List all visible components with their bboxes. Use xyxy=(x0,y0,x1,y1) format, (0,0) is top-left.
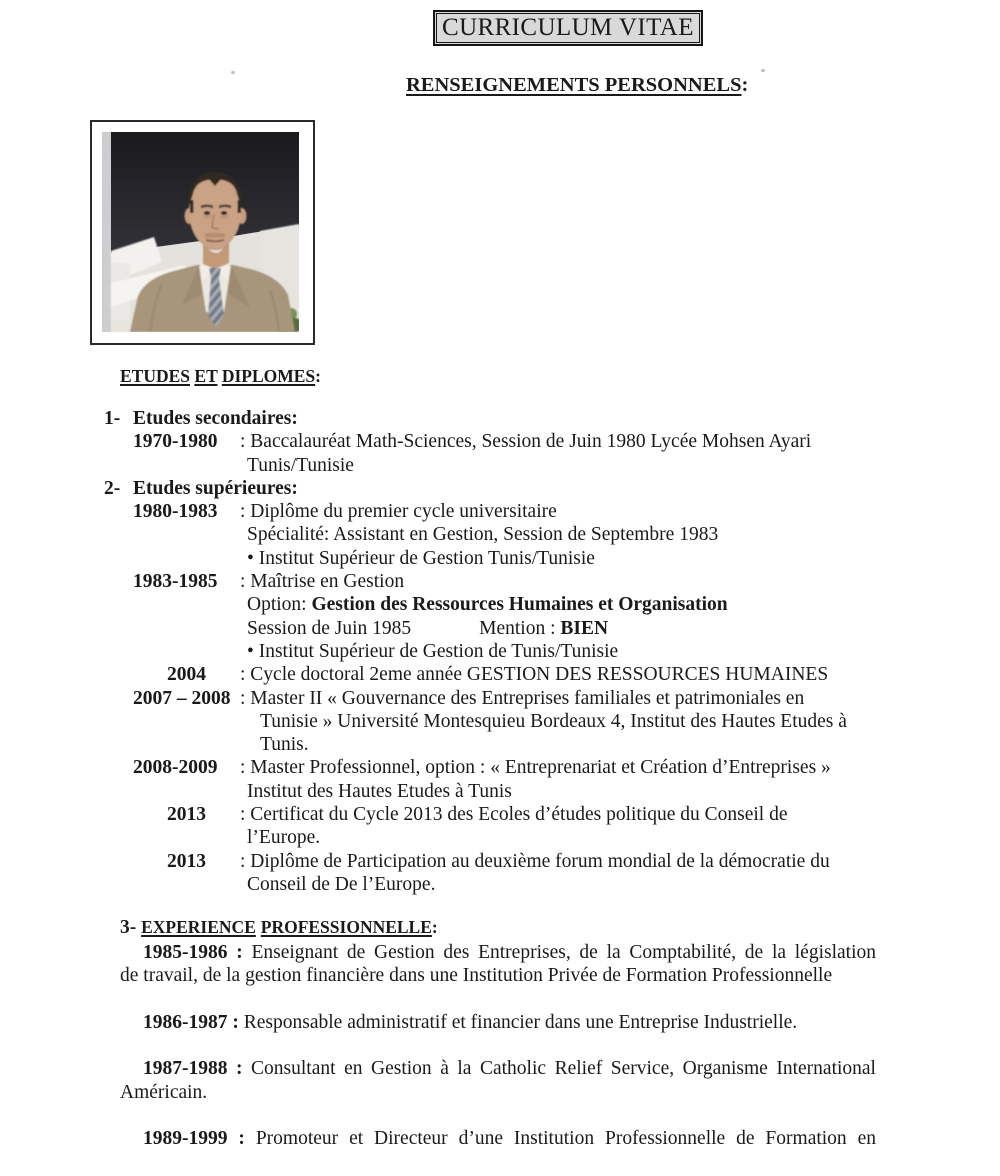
entry-years: 1986-1987 : xyxy=(143,1011,239,1033)
experience-line xyxy=(120,964,876,987)
experience-heading-word: EXPERIENCE xyxy=(141,917,256,937)
entry-text: : Master Professionnel, option : « Entreprenariat et Création d’Entreprises » xyxy=(240,757,831,779)
entry-years: 2013 xyxy=(167,850,206,872)
education-entry-continuation xyxy=(104,873,847,896)
education-entry-continuation xyxy=(104,454,847,477)
experience-line xyxy=(120,1127,876,1150)
personal-section-heading xyxy=(406,74,748,97)
entry-text: Session de Juin 1985 xyxy=(247,617,412,639)
education-entry-continuation xyxy=(104,780,847,803)
experience-entry xyxy=(120,1057,876,1104)
education-entry xyxy=(104,850,847,873)
experience-list xyxy=(120,941,876,1174)
list-number: 1- xyxy=(104,408,121,429)
list-number: 2- xyxy=(104,477,121,499)
education-entry xyxy=(104,687,847,710)
experience-heading-word: PROFESSIONNELLE xyxy=(260,917,432,937)
mention-value: BIEN xyxy=(560,617,609,639)
entry-text: : Baccalauréat Math-Sciences, Session de Juin 1980 Lycée Mohsen Ayari xyxy=(240,431,812,453)
scan-speck xyxy=(761,69,765,72)
portrait-photo-graphic xyxy=(102,132,299,332)
experience-line xyxy=(120,1057,876,1080)
personal-heading-colon: : xyxy=(741,74,749,96)
entry-text: Responsable administratif et financier dans une Entreprise Industrielle. xyxy=(243,1011,798,1033)
education-subsection xyxy=(104,477,847,500)
entry-text: : Diplôme de Participation au deuxième forum mondial de la démocratie du xyxy=(240,850,830,872)
entry-years: 2004 xyxy=(167,664,206,686)
education-entry-continuation xyxy=(104,826,847,849)
entry-years: 1985-1986 : xyxy=(143,942,243,963)
education-entry xyxy=(104,430,847,453)
education-list xyxy=(104,407,847,896)
entry-years: 2013 xyxy=(167,804,206,826)
entry-text: : Diplôme du premier cycle universitaire xyxy=(240,501,557,523)
entry-text: Consultant en Gestion à la Catholic Relief Service, Organisme International xyxy=(251,1058,876,1080)
entry-text: • Institut Supérieur de Gestion de Tunis/Tunisie xyxy=(247,640,619,662)
education-heading-word: ET xyxy=(194,366,218,386)
scan-speck xyxy=(231,71,235,74)
entry-text: : Maîtrise en Gestion xyxy=(240,571,405,593)
experience-line xyxy=(120,941,876,964)
education-entry xyxy=(104,803,847,826)
education-entry-continuation xyxy=(104,640,847,663)
experience-entry xyxy=(120,941,876,988)
entry-text: : Certificat du Cycle 2013 des Ecoles d’études politique du Conseil de xyxy=(240,804,788,826)
entry-years: 1970-1980 xyxy=(133,431,218,453)
entry-years: 2007 – 2008 xyxy=(133,687,231,709)
subsection-title: Etudes secondaires: xyxy=(133,408,298,429)
education-entry-continuation xyxy=(104,547,847,570)
entry-years: 2008-2009 xyxy=(133,757,218,779)
entry-text: Conseil de De l’Europe. xyxy=(247,873,436,895)
entry-text: • Institut Supérieur de Gestion Tunis/Tunisie xyxy=(247,547,595,569)
section-number: 3- xyxy=(120,917,137,938)
photo-frame xyxy=(90,120,315,345)
personal-heading-text: RENSEIGNEMENTS PERSONNELS xyxy=(406,74,742,96)
entry-text: de travail, de la gestion financière dans une Institution Privée de Formation Professionnelle xyxy=(120,965,833,987)
education-entry-continuation xyxy=(104,593,847,616)
entry-years: 1983-1985 xyxy=(133,571,218,593)
education-entry-continuation xyxy=(104,733,847,756)
entry-text: Tunisie » Université Montesquieu Bordeaux 4, Institut des Hautes Etudes à xyxy=(260,710,847,732)
entry-text: Promoteur et Directeur d’une Institution Professionnelle de Formation en xyxy=(255,1128,876,1150)
education-entry-continuation xyxy=(104,523,847,546)
education-heading-word: DIPLOMES xyxy=(221,366,316,386)
entry-years: 1980-1983 xyxy=(133,501,218,523)
entry-text: Institut des Hautes Etudes à Tunis xyxy=(247,780,512,802)
entry-text: Américain. xyxy=(120,1081,208,1103)
entry-years: 1989-1999 : xyxy=(143,1128,245,1150)
experience-line xyxy=(120,1011,876,1034)
education-entry-continuation xyxy=(104,617,847,640)
mention-label: Mention : xyxy=(479,617,561,639)
education-entry-continuation xyxy=(104,710,847,733)
entry-text: Tunis. xyxy=(260,734,309,756)
education-entry xyxy=(104,756,847,779)
entry-text: Enseignant de Gestion des Entreprises, de la Comptabilité, de la législation xyxy=(251,942,876,963)
entry-years: 1987-1988 : xyxy=(143,1058,243,1080)
entry-text: : Master II « Gouvernance des Entreprises familiales et patrimoniales en xyxy=(240,687,805,709)
education-section-heading xyxy=(120,366,321,387)
entry-text: Option: xyxy=(247,594,312,616)
entry-text: Spécialité: Assistant en Gestion, Session de Septembre 1983 xyxy=(247,524,719,546)
education-heading-colon: : xyxy=(315,366,321,386)
experience-heading-colon: : xyxy=(431,917,438,937)
education-entry xyxy=(104,663,847,686)
subsection-title: Etudes supérieures: xyxy=(133,477,298,499)
portrait-photo xyxy=(102,132,299,332)
education-entry xyxy=(104,570,847,593)
education-subsection xyxy=(104,407,847,430)
entry-text: : Cycle doctoral 2eme année GESTION DES RESSOURCES HUMAINES xyxy=(240,664,829,686)
experience-entry xyxy=(120,1127,876,1150)
experience-line xyxy=(120,1081,876,1104)
document-title-box xyxy=(433,10,703,46)
entry-text-bold: Gestion des Ressources Humaines et Organisation xyxy=(311,594,728,616)
document-title: CURRICULUM VITAE xyxy=(436,13,700,43)
experience-section-heading xyxy=(120,917,438,939)
education-entry xyxy=(104,500,847,523)
experience-entry xyxy=(120,1011,876,1034)
education-heading-word: ETUDES xyxy=(120,366,191,386)
entry-text: Tunis/Tunisie xyxy=(247,454,354,476)
entry-text: l’Europe. xyxy=(247,827,321,849)
